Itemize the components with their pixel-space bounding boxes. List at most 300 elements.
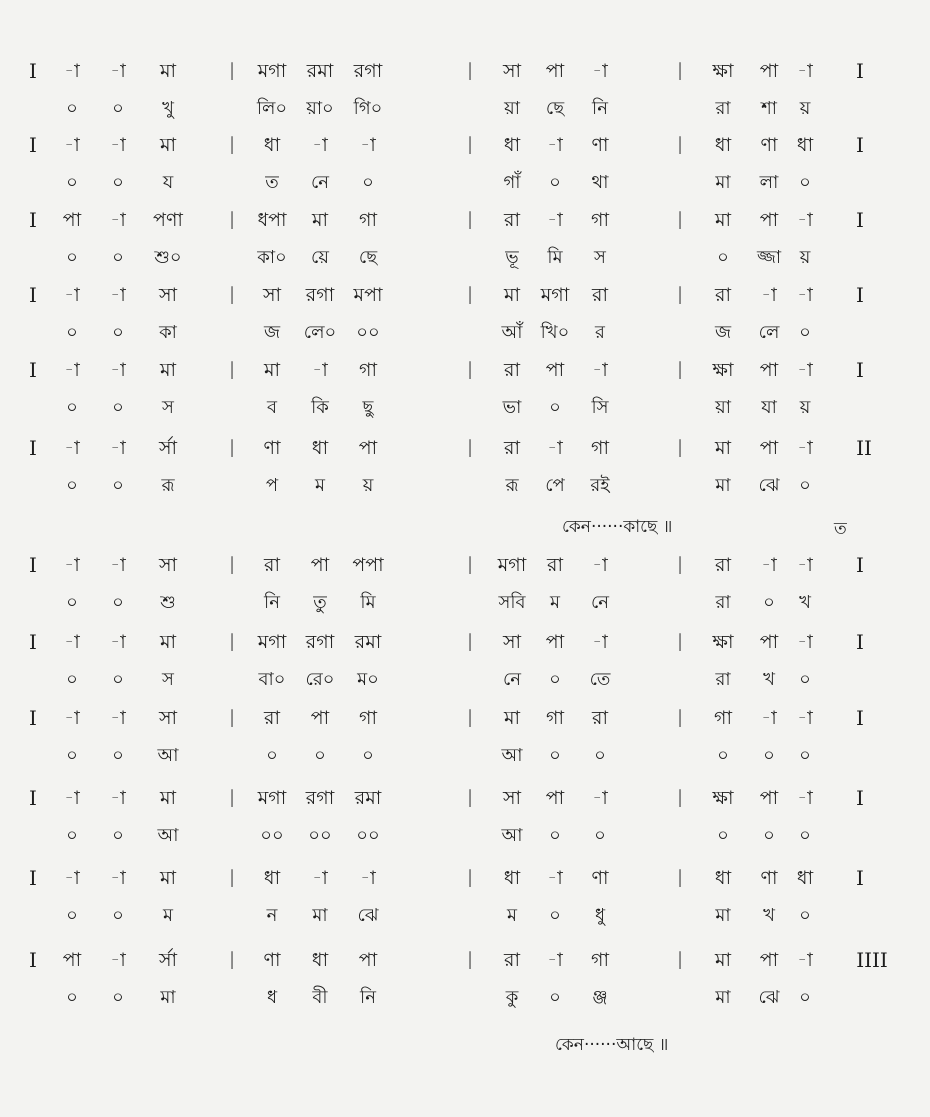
swara-note: গা bbox=[591, 209, 609, 231]
swara-note: ধা bbox=[796, 867, 814, 889]
swara-note: -া bbox=[592, 787, 608, 809]
lyric-syllable: ভূ bbox=[505, 247, 519, 268]
bar-line: | bbox=[228, 209, 236, 230]
swara-note: গা bbox=[546, 707, 564, 729]
swara-note: -া bbox=[797, 437, 813, 459]
lyric-syllable: গাঁ bbox=[503, 172, 521, 193]
lyric-syllable: কু bbox=[505, 987, 519, 1008]
lyric-syllable: গি০ bbox=[353, 98, 383, 119]
swara-note: ধা bbox=[714, 134, 732, 156]
lyric-syllable: নি bbox=[592, 98, 608, 119]
swara-note: পা bbox=[759, 359, 779, 381]
lyric-syllable: র bbox=[595, 322, 605, 343]
swara-note: ধা bbox=[503, 867, 521, 889]
lyric-syllable: ০ bbox=[266, 745, 278, 766]
lyric-syllable: ০ bbox=[763, 825, 775, 846]
lyric-syllable: ০ bbox=[112, 669, 124, 690]
lyric-syllable: ০ bbox=[112, 475, 124, 496]
swara-note: ধা bbox=[263, 134, 281, 156]
bar-line: | bbox=[676, 787, 684, 808]
swara-note: -া bbox=[312, 134, 328, 156]
lyric-syllable: শু০ bbox=[154, 247, 182, 268]
swara-note: ধা bbox=[714, 867, 732, 889]
swara-note: মা bbox=[311, 209, 329, 231]
swara-note: গা bbox=[714, 707, 732, 729]
lyric-syllable: ব bbox=[266, 397, 278, 418]
swara-note: ধা bbox=[503, 134, 521, 156]
lyric-syllable: ০ bbox=[66, 987, 78, 1008]
section-marker: I bbox=[856, 553, 864, 577]
lyric-syllable: রে০ bbox=[305, 669, 335, 690]
lyric-syllable: ০ bbox=[66, 322, 78, 343]
swara-note: রমা bbox=[306, 60, 334, 82]
lyric-syllable: খি০ bbox=[540, 322, 570, 343]
bar-line: | bbox=[228, 554, 236, 575]
swara-note: রা bbox=[264, 707, 280, 729]
lyric-syllable: স bbox=[162, 669, 174, 690]
swara-note: ক্ষা bbox=[712, 60, 734, 82]
swara-note: -া bbox=[797, 631, 813, 653]
swara-note: মা bbox=[714, 949, 732, 971]
lyric-syllable: ০ bbox=[799, 322, 811, 343]
section-marker: I bbox=[29, 436, 37, 460]
swara-note: মগা bbox=[257, 787, 287, 809]
bar-line: | bbox=[466, 359, 474, 380]
lyric-syllable: ০ bbox=[549, 825, 561, 846]
lyric-syllable: ০ bbox=[314, 745, 326, 766]
bar-line: | bbox=[228, 631, 236, 652]
swara-note: রা bbox=[504, 949, 520, 971]
bar-line: | bbox=[466, 284, 474, 305]
lyric-syllable: ০ bbox=[763, 745, 775, 766]
swara-note: ধা bbox=[796, 134, 814, 156]
lyric-row bbox=[0, 168, 930, 198]
swara-note: মা bbox=[159, 134, 177, 156]
lyric-syllable: সবি bbox=[498, 592, 526, 613]
lyric-syllable: প bbox=[265, 475, 279, 496]
swara-row bbox=[0, 355, 930, 385]
swara-note: -া bbox=[110, 359, 126, 381]
lyric-syllable: লে bbox=[758, 322, 780, 343]
swara-note: মা bbox=[159, 867, 177, 889]
swara-note: -া bbox=[797, 949, 813, 971]
bar-line: | bbox=[466, 631, 474, 652]
swara-note: ণা bbox=[591, 134, 609, 156]
lyric-syllable: ০ bbox=[799, 745, 811, 766]
lyric-syllable: ০ bbox=[717, 247, 729, 268]
lyric-syllable: আ bbox=[501, 825, 523, 846]
lyric-syllable: য়া bbox=[504, 98, 520, 119]
lyric-syllable: তে bbox=[589, 669, 611, 690]
lyric-syllable: ০ bbox=[549, 745, 561, 766]
swara-note: পা bbox=[759, 209, 779, 231]
swara-note: -া bbox=[797, 284, 813, 306]
swara-note: -া bbox=[110, 134, 126, 156]
lyric-syllable: মি bbox=[547, 247, 563, 268]
section-marker: I bbox=[29, 283, 37, 307]
swara-row bbox=[0, 550, 930, 580]
lyric-syllable: ০ bbox=[717, 745, 729, 766]
lyric-syllable: ০ bbox=[66, 745, 78, 766]
bar-line: | bbox=[676, 134, 684, 155]
swara-note: সা bbox=[262, 284, 282, 306]
lyric-row bbox=[0, 901, 930, 931]
lyric-syllable: ০ bbox=[549, 987, 561, 1008]
swara-note: ধা bbox=[263, 867, 281, 889]
section-marker: I bbox=[856, 358, 864, 382]
lyric-syllable: রূ bbox=[161, 475, 175, 496]
swara-row bbox=[0, 863, 930, 893]
lyric-syllable: ০ bbox=[594, 745, 606, 766]
lyric-syllable: য় bbox=[799, 247, 811, 268]
lyric-syllable: রা bbox=[715, 592, 731, 613]
lyric-syllable: ম bbox=[507, 905, 517, 926]
section-marker: I bbox=[29, 786, 37, 810]
swara-note: ক্ষা bbox=[712, 631, 734, 653]
bar-line: | bbox=[228, 787, 236, 808]
swara-note: সা bbox=[502, 60, 522, 82]
lyric-syllable: ০ bbox=[112, 172, 124, 193]
section-marker: IIII bbox=[856, 948, 888, 972]
swara-note: পা bbox=[759, 787, 779, 809]
lyric-syllable: ত bbox=[265, 172, 279, 193]
lyric-syllable: ঝে bbox=[357, 905, 379, 926]
swara-note: -া bbox=[64, 867, 80, 889]
swara-note: পা bbox=[358, 437, 378, 459]
swara-row bbox=[0, 433, 930, 463]
lyric-syllable: ম০ bbox=[357, 669, 379, 690]
lyric-syllable: ঝে bbox=[758, 987, 780, 1008]
swara-note: -া bbox=[592, 359, 608, 381]
lyric-syllable: জ bbox=[263, 322, 281, 343]
lyric-syllable: য় bbox=[799, 397, 811, 418]
refrain-marker-2: কেন······আছে ॥ bbox=[555, 1035, 669, 1055]
swara-note: ণা bbox=[263, 437, 281, 459]
lyric-syllable: খ bbox=[799, 592, 811, 613]
bar-line: | bbox=[228, 359, 236, 380]
swara-note: রা bbox=[715, 554, 731, 576]
section-marker: I bbox=[856, 208, 864, 232]
lyric-syllable: রা bbox=[715, 669, 731, 690]
swara-note: -া bbox=[360, 134, 376, 156]
lyric-syllable: যা bbox=[761, 397, 777, 418]
lyric-syllable: ০ bbox=[112, 905, 124, 926]
lyric-syllable: নে bbox=[310, 172, 330, 193]
swara-note: -া bbox=[110, 209, 126, 231]
lyric-syllable: ০ bbox=[66, 98, 78, 119]
bar-line: | bbox=[676, 707, 684, 728]
swara-note: -া bbox=[110, 949, 126, 971]
swara-note: -া bbox=[761, 284, 777, 306]
swara-note: -া bbox=[592, 60, 608, 82]
lyric-row bbox=[0, 983, 930, 1013]
swara-note: রা bbox=[504, 359, 520, 381]
swara-note: -া bbox=[312, 867, 328, 889]
section-marker: I bbox=[856, 706, 864, 730]
lyric-syllable: য় bbox=[362, 475, 374, 496]
section-marker: I bbox=[856, 630, 864, 654]
swara-row bbox=[0, 280, 930, 310]
swara-note: -া bbox=[547, 949, 563, 971]
swara-note: মগা bbox=[257, 60, 287, 82]
swara-note: রা bbox=[264, 554, 280, 576]
swara-note: ক্ষা bbox=[712, 787, 734, 809]
swara-note: পণা bbox=[153, 209, 183, 231]
swara-note: গা bbox=[591, 949, 609, 971]
section-marker: I bbox=[29, 630, 37, 654]
section-marker: I bbox=[856, 133, 864, 157]
swara-note: রা bbox=[592, 707, 608, 729]
lyric-row bbox=[0, 665, 930, 695]
section-marker: I bbox=[856, 59, 864, 83]
lyric-syllable: লা bbox=[759, 172, 779, 193]
swara-note: গা bbox=[359, 707, 377, 729]
lyric-syllable: ০ bbox=[112, 322, 124, 343]
swara-row bbox=[0, 783, 930, 813]
lyric-syllable: পে bbox=[545, 475, 565, 496]
bar-line: | bbox=[228, 949, 236, 970]
lyric-syllable: ০ bbox=[362, 172, 374, 193]
lyric-syllable: য bbox=[162, 172, 174, 193]
lyric-syllable: ০ bbox=[112, 987, 124, 1008]
swara-note: পা bbox=[545, 60, 565, 82]
swara-note: -া bbox=[761, 707, 777, 729]
lyric-syllable: ০ bbox=[112, 397, 124, 418]
swara-note: রা bbox=[592, 284, 608, 306]
swara-note: -া bbox=[797, 60, 813, 82]
swara-note: -া bbox=[110, 787, 126, 809]
swara-note: ক্ষা bbox=[712, 359, 734, 381]
lyric-syllable: সি bbox=[591, 397, 609, 418]
lyric-syllable: ০০ bbox=[356, 825, 380, 846]
lyric-syllable: ছে bbox=[358, 247, 378, 268]
bar-line: | bbox=[228, 60, 236, 81]
lyric-syllable: ০ bbox=[799, 905, 811, 926]
swara-row bbox=[0, 56, 930, 86]
lyric-row bbox=[0, 821, 930, 851]
swara-note: মা bbox=[503, 707, 521, 729]
lyric-syllable: মা bbox=[160, 987, 176, 1008]
section-marker: I bbox=[29, 948, 37, 972]
lyric-syllable: আঁ bbox=[501, 322, 523, 343]
lyric-syllable: ০ bbox=[799, 987, 811, 1008]
lyric-syllable: ম bbox=[550, 592, 560, 613]
swara-note: ণা bbox=[760, 867, 778, 889]
lyric-syllable: ০ bbox=[112, 825, 124, 846]
bar-line: | bbox=[676, 60, 684, 81]
swara-note: -া bbox=[797, 787, 813, 809]
section-marker: I bbox=[29, 358, 37, 382]
section-marker: I bbox=[856, 786, 864, 810]
lyric-syllable: ০ bbox=[362, 745, 374, 766]
swara-note: সা bbox=[502, 631, 522, 653]
lyric-syllable: জ bbox=[714, 322, 732, 343]
swara-note: -া bbox=[64, 437, 80, 459]
section-marker: I bbox=[29, 866, 37, 890]
swara-note: রগা bbox=[305, 631, 335, 653]
refrain-marker-1: কেন······কাছে ॥ bbox=[562, 517, 673, 537]
swara-note: রগা bbox=[305, 787, 335, 809]
swara-note: ধা bbox=[311, 437, 329, 459]
lyric-syllable: জ্জা bbox=[756, 247, 782, 268]
swara-note: ধা bbox=[311, 949, 329, 971]
lyric-syllable: ভা bbox=[502, 397, 522, 418]
lyric-syllable: শা bbox=[761, 98, 777, 119]
swara-row bbox=[0, 703, 930, 733]
swara-note: পা bbox=[310, 554, 330, 576]
lyric-syllable: তু bbox=[313, 592, 327, 613]
lyric-syllable: রূ bbox=[505, 475, 519, 496]
swara-note: সা bbox=[158, 284, 178, 306]
lyric-row bbox=[0, 318, 930, 348]
bar-line: | bbox=[676, 554, 684, 575]
swara-note: -া bbox=[64, 554, 80, 576]
bar-line: | bbox=[228, 707, 236, 728]
lyric-syllable: কা bbox=[159, 322, 177, 343]
lyric-syllable: ০ bbox=[549, 669, 561, 690]
section-marker: I bbox=[29, 553, 37, 577]
lyric-syllable: য়ে bbox=[311, 247, 329, 268]
swara-row bbox=[0, 130, 930, 160]
swara-note: পপা bbox=[352, 554, 384, 576]
swara-note: -া bbox=[64, 359, 80, 381]
lyric-syllable: ০ bbox=[66, 825, 78, 846]
lyric-syllable: ০ bbox=[112, 745, 124, 766]
lyric-syllable: মা bbox=[312, 905, 328, 926]
swara-note: -া bbox=[110, 631, 126, 653]
swara-note: গা bbox=[359, 359, 377, 381]
swara-note: সা bbox=[158, 554, 178, 576]
swara-note: -া bbox=[797, 359, 813, 381]
lyric-syllable: ০ bbox=[549, 905, 561, 926]
swara-note: -া bbox=[64, 631, 80, 653]
swara-note: -া bbox=[592, 554, 608, 576]
bar-line: | bbox=[466, 707, 474, 728]
lyric-syllable: ০ bbox=[763, 592, 775, 613]
swara-note: গা bbox=[591, 437, 609, 459]
swara-note: -া bbox=[547, 437, 563, 459]
lyric-syllable: ০ bbox=[549, 172, 561, 193]
swara-note: ণা bbox=[263, 949, 281, 971]
swara-note: -া bbox=[110, 284, 126, 306]
swara-note: -া bbox=[592, 631, 608, 653]
swara-row bbox=[0, 205, 930, 235]
swara-note: রা bbox=[504, 437, 520, 459]
swara-note: মপা bbox=[353, 284, 383, 306]
bar-line: | bbox=[466, 60, 474, 81]
lyric-syllable: ০ bbox=[549, 397, 561, 418]
swara-note: -া bbox=[797, 554, 813, 576]
swara-note: সা bbox=[502, 787, 522, 809]
bar-line: | bbox=[466, 134, 474, 155]
lyric-syllable: ছু bbox=[362, 397, 374, 418]
lyric-row bbox=[0, 741, 930, 771]
swara-note: র্সা bbox=[158, 437, 178, 459]
swara-note: র্সা bbox=[158, 949, 178, 971]
lyric-syllable: ০ bbox=[594, 825, 606, 846]
lyric-syllable: কা০ bbox=[257, 247, 287, 268]
lyric-syllable: স bbox=[162, 397, 174, 418]
bar-line: | bbox=[676, 284, 684, 305]
lyric-syllable: স bbox=[594, 247, 606, 268]
bar-line: | bbox=[466, 437, 474, 458]
lyric-row bbox=[0, 471, 930, 501]
swara-note: -া bbox=[547, 867, 563, 889]
swara-note: পা bbox=[759, 60, 779, 82]
swara-note: মগা bbox=[257, 631, 287, 653]
lyric-syllable: ০ bbox=[66, 669, 78, 690]
lyric-syllable: আ bbox=[157, 825, 179, 846]
lyric-syllable: রই bbox=[590, 475, 610, 496]
side-note-marker: ত bbox=[834, 519, 847, 539]
lyric-syllable: ০ bbox=[112, 98, 124, 119]
lyric-syllable: ০ bbox=[66, 905, 78, 926]
swara-note: -া bbox=[547, 134, 563, 156]
swara-note: -া bbox=[797, 707, 813, 729]
swara-note: -া bbox=[64, 60, 80, 82]
bar-line: | bbox=[676, 867, 684, 888]
swara-note: -া bbox=[312, 359, 328, 381]
swara-note: রা bbox=[504, 209, 520, 231]
swara-note: রমা bbox=[354, 631, 382, 653]
bar-line: | bbox=[466, 209, 474, 230]
lyric-syllable: ধ bbox=[266, 987, 278, 1008]
swara-note: রমা bbox=[354, 787, 382, 809]
section-marker: I bbox=[856, 866, 864, 890]
swara-note: পা bbox=[759, 631, 779, 653]
swara-note: -া bbox=[797, 209, 813, 231]
lyric-syllable: মা bbox=[715, 987, 731, 1008]
swara-note: মা bbox=[714, 209, 732, 231]
swara-note: -া bbox=[110, 867, 126, 889]
swara-note: মগা bbox=[540, 284, 570, 306]
swara-note: পা bbox=[545, 631, 565, 653]
swara-note: -া bbox=[64, 134, 80, 156]
section-marker: I bbox=[856, 283, 864, 307]
lyric-row bbox=[0, 588, 930, 618]
swara-note: মা bbox=[714, 437, 732, 459]
swara-note: -া bbox=[110, 707, 126, 729]
swara-note: পা bbox=[62, 209, 82, 231]
lyric-row bbox=[0, 243, 930, 273]
lyric-syllable: ০০ bbox=[260, 825, 284, 846]
swara-note: রগা bbox=[305, 284, 335, 306]
section-marker: I bbox=[29, 133, 37, 157]
lyric-syllable: বা০ bbox=[258, 669, 286, 690]
lyric-syllable: ০ bbox=[66, 172, 78, 193]
lyric-syllable: খু bbox=[162, 98, 174, 119]
lyric-syllable: ঞ্জ bbox=[592, 987, 608, 1008]
lyric-syllable: খ bbox=[763, 669, 775, 690]
swara-note: মা bbox=[159, 359, 177, 381]
lyric-syllable: মা bbox=[715, 905, 731, 926]
swara-note: -া bbox=[761, 554, 777, 576]
lyric-syllable: রা bbox=[715, 98, 731, 119]
section-marker: I bbox=[29, 706, 37, 730]
swara-note: মা bbox=[159, 787, 177, 809]
lyric-syllable: মা bbox=[715, 475, 731, 496]
lyric-syllable: ০ bbox=[112, 247, 124, 268]
swara-note: মা bbox=[503, 284, 521, 306]
lyric-syllable: শু bbox=[160, 592, 176, 613]
swara-note: মা bbox=[263, 359, 281, 381]
swara-row bbox=[0, 945, 930, 975]
swara-note: -া bbox=[110, 554, 126, 576]
lyric-syllable: আ bbox=[501, 745, 523, 766]
lyric-syllable: লি০ bbox=[256, 98, 288, 119]
lyric-syllable: বী bbox=[312, 987, 328, 1008]
lyric-syllable: নি bbox=[264, 592, 280, 613]
